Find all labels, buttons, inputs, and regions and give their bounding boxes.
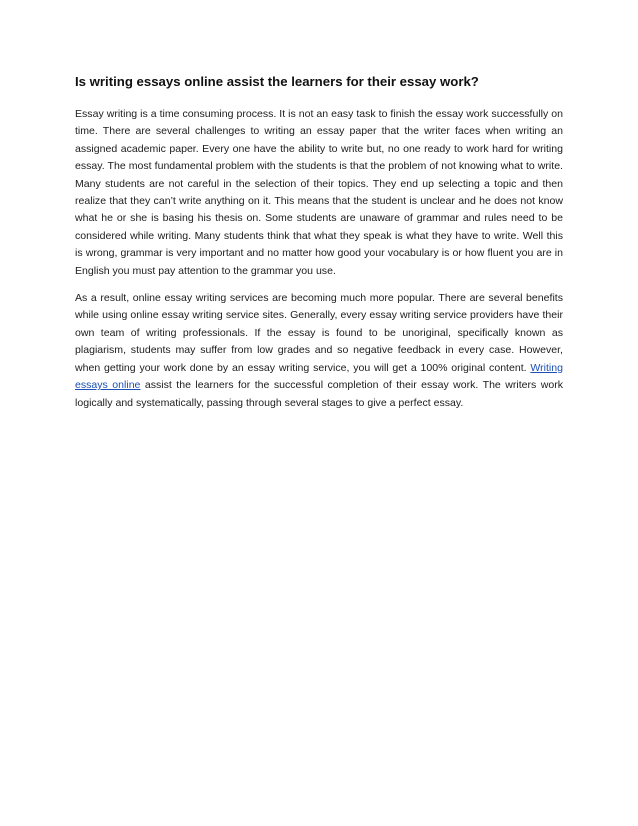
paragraph-2-text-after-link: assist the learners for the successful completion of their essay work. The writers work logically and systematically, passing through several stages to give a perfect essay. bbox=[75, 379, 564, 409]
document-title: Is writing essays online assist the learners for their essay work? bbox=[75, 74, 479, 89]
writing-essays-online-link[interactable]: Writing essays online bbox=[75, 361, 563, 392]
paragraph-2-text-before-link: As a result, online essay writing services are becoming much more popular. There are several benefits while using online essay writing service sites. Generally, every essay writing service providers have their own team of writing professionals. If the essay is found to be unoriginal, specifically known as plagiarism, students may suffer from low grades and so negative feedback in every case. However, when getting your work done by an essay writing service, you will get a 100% original content. bbox=[75, 292, 563, 374]
paragraph-2 bbox=[75, 290, 563, 412]
paragraph-1: Essay writing is a time consuming process. It is not an easy task to finish the essay work successfully on time. There are several challenges to writing an essay paper that the writer faces when writing an assigned academic paper. Every one have the ability to write but, no one ready to work hard for writing essay. The most fundamental problem with the students is that the problem of not knowing what to write. Many students are not careful in the selection of their topics. They end up selecting a topic and then realize that they can’t write anything on it. This means that the student is unclear and he does not know what he or she is basing his thesis on. Some students are unaware of grammar and rules need to be considered while writing. Many students think that what they speak is what they have to write. Well this is wrong, grammar is very important and no matter how good your vocabulary is or how fluent you are in English you must pay attention to the grammar you use. bbox=[75, 108, 563, 277]
document-body bbox=[75, 73, 563, 422]
